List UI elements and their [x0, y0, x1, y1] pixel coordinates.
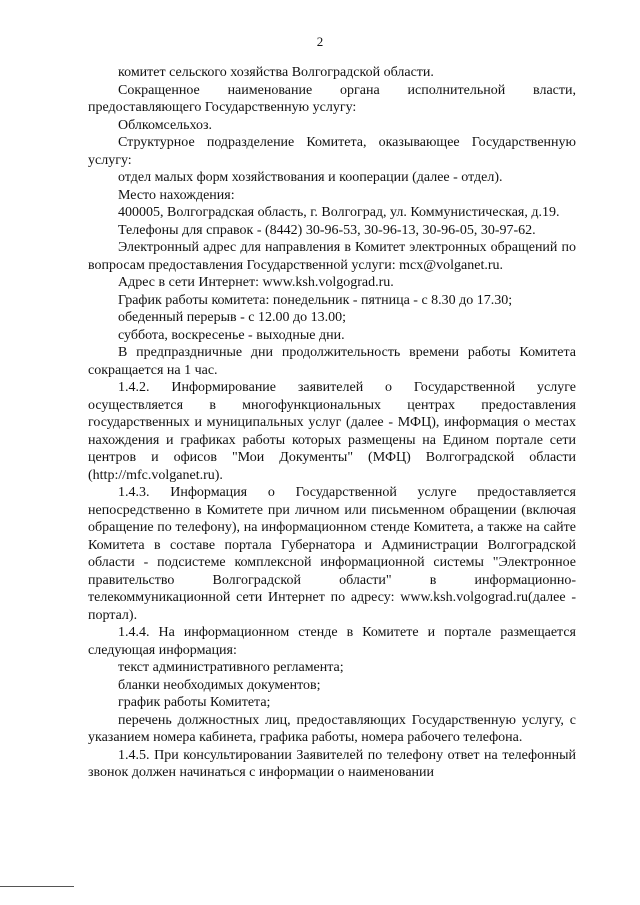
document-body: [88, 64, 576, 782]
paragraph: 1.4.3. Информация о Государственной услуге предоставляется непосредственно в Комитете при личном или письменном обращении (включая обращение по телефону), на информационном стенде Комитета, а также на сайте Комитета в составе портала Губернатора и Администрации Волгоградской области - подсистеме комплексной информационной системы "Электронное правительство Волгоградской области" в информационно-телекоммуникационной сети Интернет по адресу: www.ksh.volgograd.ru(далее - портал).: [88, 485, 576, 623]
paragraph: обеденный перерыв - с 12.00 до 13.00;: [118, 310, 347, 325]
paragraph: Сокращенное наименование органа исполнительной власти, предоставляющего Государственную услугу:: [88, 82, 576, 115]
paragraph: бланки необходимых документов;: [118, 677, 321, 693]
paragraph: график работы Комитета;: [118, 695, 271, 710]
paragraph: 1.4.4. На информационном стенде в Комитете и портале размещается следующая информация:: [88, 625, 576, 658]
paragraph: Телефоны для справок - (8442) 30-96-53, 30-96-13, 30-96-05, 30-97-62.: [118, 222, 536, 238]
paragraph: В предпраздничные дни продолжительность времени работы Комитета сокращается на 1 час.: [88, 345, 576, 378]
footnote-separator-line: [0, 886, 74, 887]
paragraph: отдел малых форм хозяйствования и кооперации (далее - отдел).: [118, 170, 503, 185]
paragraph: перечень должностных лиц, предоставляющих Государственную услугу, с указанием номера кабинета, графика работы, номера рабочего телефона.: [88, 712, 576, 745]
paragraph: Облкомсельхоз.: [118, 117, 213, 133]
page-number: 2: [316, 34, 324, 49]
paragraph: Электронный адрес для направления в Комитет электронных обращений по вопросам предоставления Государственной услуги: mcx@volganet.ru.: [88, 240, 576, 273]
paragraph: 1.4.5. При консультировании Заявителей по телефону ответ на телефонный звонок должен начинаться с информации о наименовании: [88, 747, 576, 780]
paragraph: суббота, воскресенье - выходные дни.: [118, 327, 345, 343]
paragraph: комитет сельского хозяйства Волгоградской области.: [118, 65, 434, 80]
paragraph: График работы комитета: понедельник - пятница - с 8.30 до 17.30;: [118, 292, 513, 308]
paragraph: Структурное подразделение Комитета, оказывающее Государственную услугу:: [88, 135, 576, 168]
paragraph: 1.4.2. Информирование заявителей о Государственной услуге осуществляется в многофункциональных центрах предоставления государственных и муниципальных услуг (далее - МФЦ), информация о местах нахождения и графиках работы которых размещены на Едином портале сети центров и офисов "Мои Документы" (МФЦ) Волгоградской области (http://mfc.volganet.ru).: [88, 380, 576, 483]
paragraph: текст административного регламента;: [118, 660, 344, 675]
paragraph: Место нахождения:: [118, 187, 235, 203]
paragraph: Адрес в сети Интернет: www.ksh.volgograd.ru.: [118, 275, 394, 290]
paragraph: 400005, Волгоградская область, г. Волгоград, ул. Коммунистическая, д.19.: [118, 205, 560, 220]
